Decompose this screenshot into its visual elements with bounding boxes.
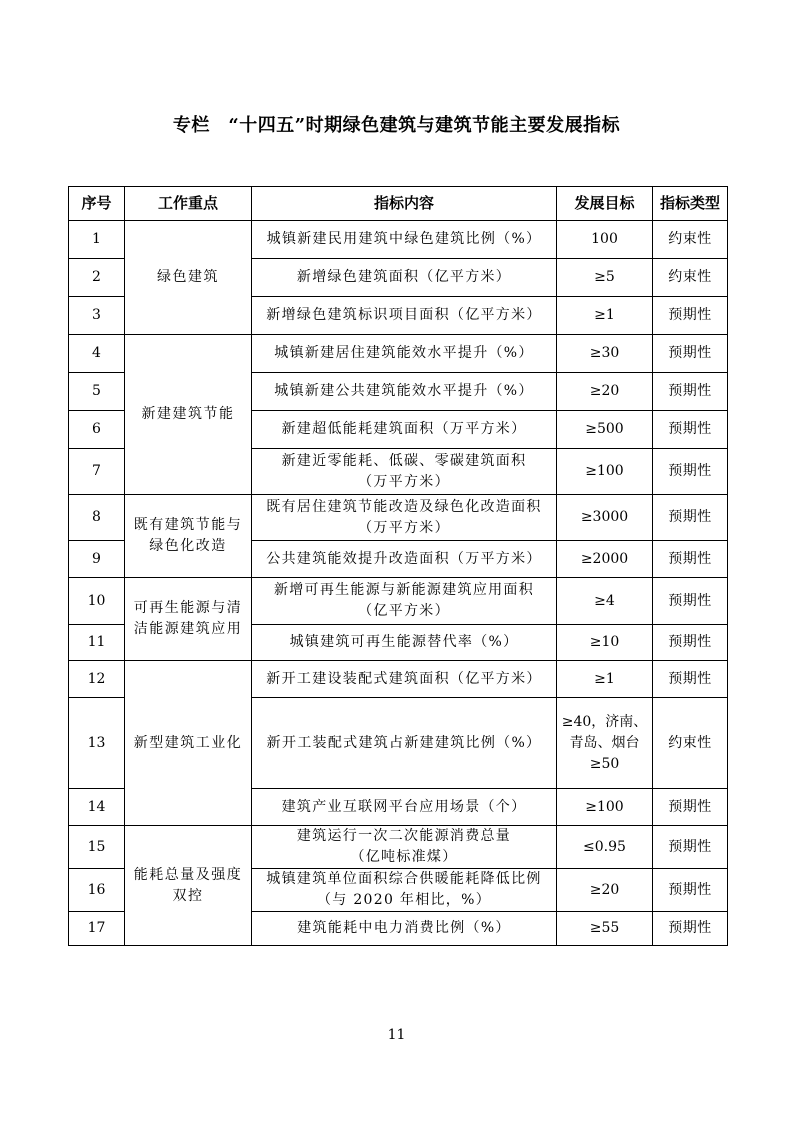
- indicator-type: 预期性: [653, 912, 728, 946]
- indicator-type: 预期性: [653, 826, 728, 869]
- row-number: 5: [69, 373, 125, 411]
- indicator-type: 预期性: [653, 661, 728, 698]
- table-row: [69, 661, 728, 698]
- indicator-content: 新开工装配式建筑占新建建筑比例（%）: [252, 698, 557, 789]
- row-number: 4: [69, 335, 125, 373]
- row-number: 10: [69, 578, 125, 625]
- development-target: ≥100: [557, 449, 653, 495]
- table-header-row: [69, 187, 728, 221]
- development-target: ≥2000: [557, 541, 653, 578]
- indicator-content: 既有居住建筑节能改造及绿色化改造面积 （万平方米）: [252, 495, 557, 541]
- indicator-type: 约束性: [653, 698, 728, 789]
- development-target: ≥500: [557, 411, 653, 449]
- row-number: 16: [69, 869, 125, 912]
- table-body: [69, 221, 728, 946]
- development-target: ≥5: [557, 259, 653, 297]
- indicator-content: 新增绿色建筑标识项目面积（亿平方米）: [252, 297, 557, 335]
- indicator-content: 建筑产业互联网平台应用场景（个）: [252, 789, 557, 826]
- indicator-type: 预期性: [653, 411, 728, 449]
- work-focus-cell: 新建建筑节能: [125, 335, 252, 495]
- header-area: 工作重点: [125, 187, 252, 221]
- work-focus-cell: 能耗总量及强度 双控: [125, 826, 252, 946]
- indicator-content: 新建近零能耗、低碳、零碳建筑面积 （万平方米）: [252, 449, 557, 495]
- page-title: 专栏 “十四五”时期绿色建筑与建筑节能主要发展指标: [172, 115, 621, 136]
- development-target: ≥3000: [557, 495, 653, 541]
- table-row: [69, 335, 728, 373]
- indicator-type: 约束性: [653, 221, 728, 259]
- row-number: 14: [69, 789, 125, 826]
- row-number: 15: [69, 826, 125, 869]
- indicator-type: 预期性: [653, 495, 728, 541]
- row-number: 3: [69, 297, 125, 335]
- indicator-type: 预期性: [653, 297, 728, 335]
- header-no: 序号: [69, 187, 125, 221]
- table-row: [69, 221, 728, 259]
- development-target: ≥100: [557, 789, 653, 826]
- indicator-type: 预期性: [653, 869, 728, 912]
- work-focus-cell: 可再生能源与清 洁能源建筑应用: [125, 578, 252, 661]
- row-number: 1: [69, 221, 125, 259]
- indicator-type: 预期性: [653, 789, 728, 826]
- page-number: 11: [387, 1027, 406, 1043]
- indicator-type: 预期性: [653, 578, 728, 625]
- header-content: 指标内容: [252, 187, 557, 221]
- development-target: ≥20: [557, 373, 653, 411]
- row-number: 9: [69, 541, 125, 578]
- indicator-content: 建筑能耗中电力消费比例（%）: [252, 912, 557, 946]
- development-target: ≥30: [557, 335, 653, 373]
- indicator-content: 城镇新建居住建筑能效水平提升（%）: [252, 335, 557, 373]
- row-number: 13: [69, 698, 125, 789]
- indicator-content: 新建超低能耗建筑面积（万平方米）: [252, 411, 557, 449]
- work-focus-cell: 新型建筑工业化: [125, 661, 252, 826]
- development-target: 100: [557, 221, 653, 259]
- row-number: 17: [69, 912, 125, 946]
- indicator-type: 预期性: [653, 541, 728, 578]
- development-target: ≥20: [557, 869, 653, 912]
- indicator-content: 城镇建筑单位面积综合供暖能耗降低比例 （与 2020 年相比，%）: [252, 869, 557, 912]
- header-type: 指标类型: [653, 187, 728, 221]
- table-row: [69, 495, 728, 541]
- indicator-type: 约束性: [653, 259, 728, 297]
- development-target: ≥40，济南、 青岛、烟台 ≥50: [557, 698, 653, 789]
- table-row: [69, 578, 728, 625]
- row-number: 6: [69, 411, 125, 449]
- table-row: [69, 826, 728, 869]
- header-target: 发展目标: [557, 187, 653, 221]
- indicator-content: 新增绿色建筑面积（亿平方米）: [252, 259, 557, 297]
- indicator-content: 新开工建设装配式建筑面积（亿平方米）: [252, 661, 557, 698]
- indicator-type: 预期性: [653, 449, 728, 495]
- indicator-content: 城镇新建公共建筑能效水平提升（%）: [252, 373, 557, 411]
- development-target: ≥1: [557, 661, 653, 698]
- indicators-table: [68, 186, 728, 946]
- indicator-type: 预期性: [653, 373, 728, 411]
- development-target: ≥1: [557, 297, 653, 335]
- work-focus-cell: 绿色建筑: [125, 221, 252, 335]
- row-number: 11: [69, 625, 125, 661]
- development-target: ≤0.95: [557, 826, 653, 869]
- row-number: 12: [69, 661, 125, 698]
- work-focus-cell: 既有建筑节能与 绿色化改造: [125, 495, 252, 578]
- development-target: ≥10: [557, 625, 653, 661]
- indicator-content: 新增可再生能源与新能源建筑应用面积 （亿平方米）: [252, 578, 557, 625]
- development-target: ≥55: [557, 912, 653, 946]
- row-number: 8: [69, 495, 125, 541]
- indicator-content: 城镇新建民用建筑中绿色建筑比例（%）: [252, 221, 557, 259]
- indicator-type: 预期性: [653, 335, 728, 373]
- indicator-content: 城镇建筑可再生能源替代率（%）: [252, 625, 557, 661]
- indicator-content: 建筑运行一次二次能源消费总量 （亿吨标准煤）: [252, 826, 557, 869]
- indicator-content: 公共建筑能效提升改造面积（万平方米）: [252, 541, 557, 578]
- row-number: 7: [69, 449, 125, 495]
- development-target: ≥4: [557, 578, 653, 625]
- indicator-type: 预期性: [653, 625, 728, 661]
- row-number: 2: [69, 259, 125, 297]
